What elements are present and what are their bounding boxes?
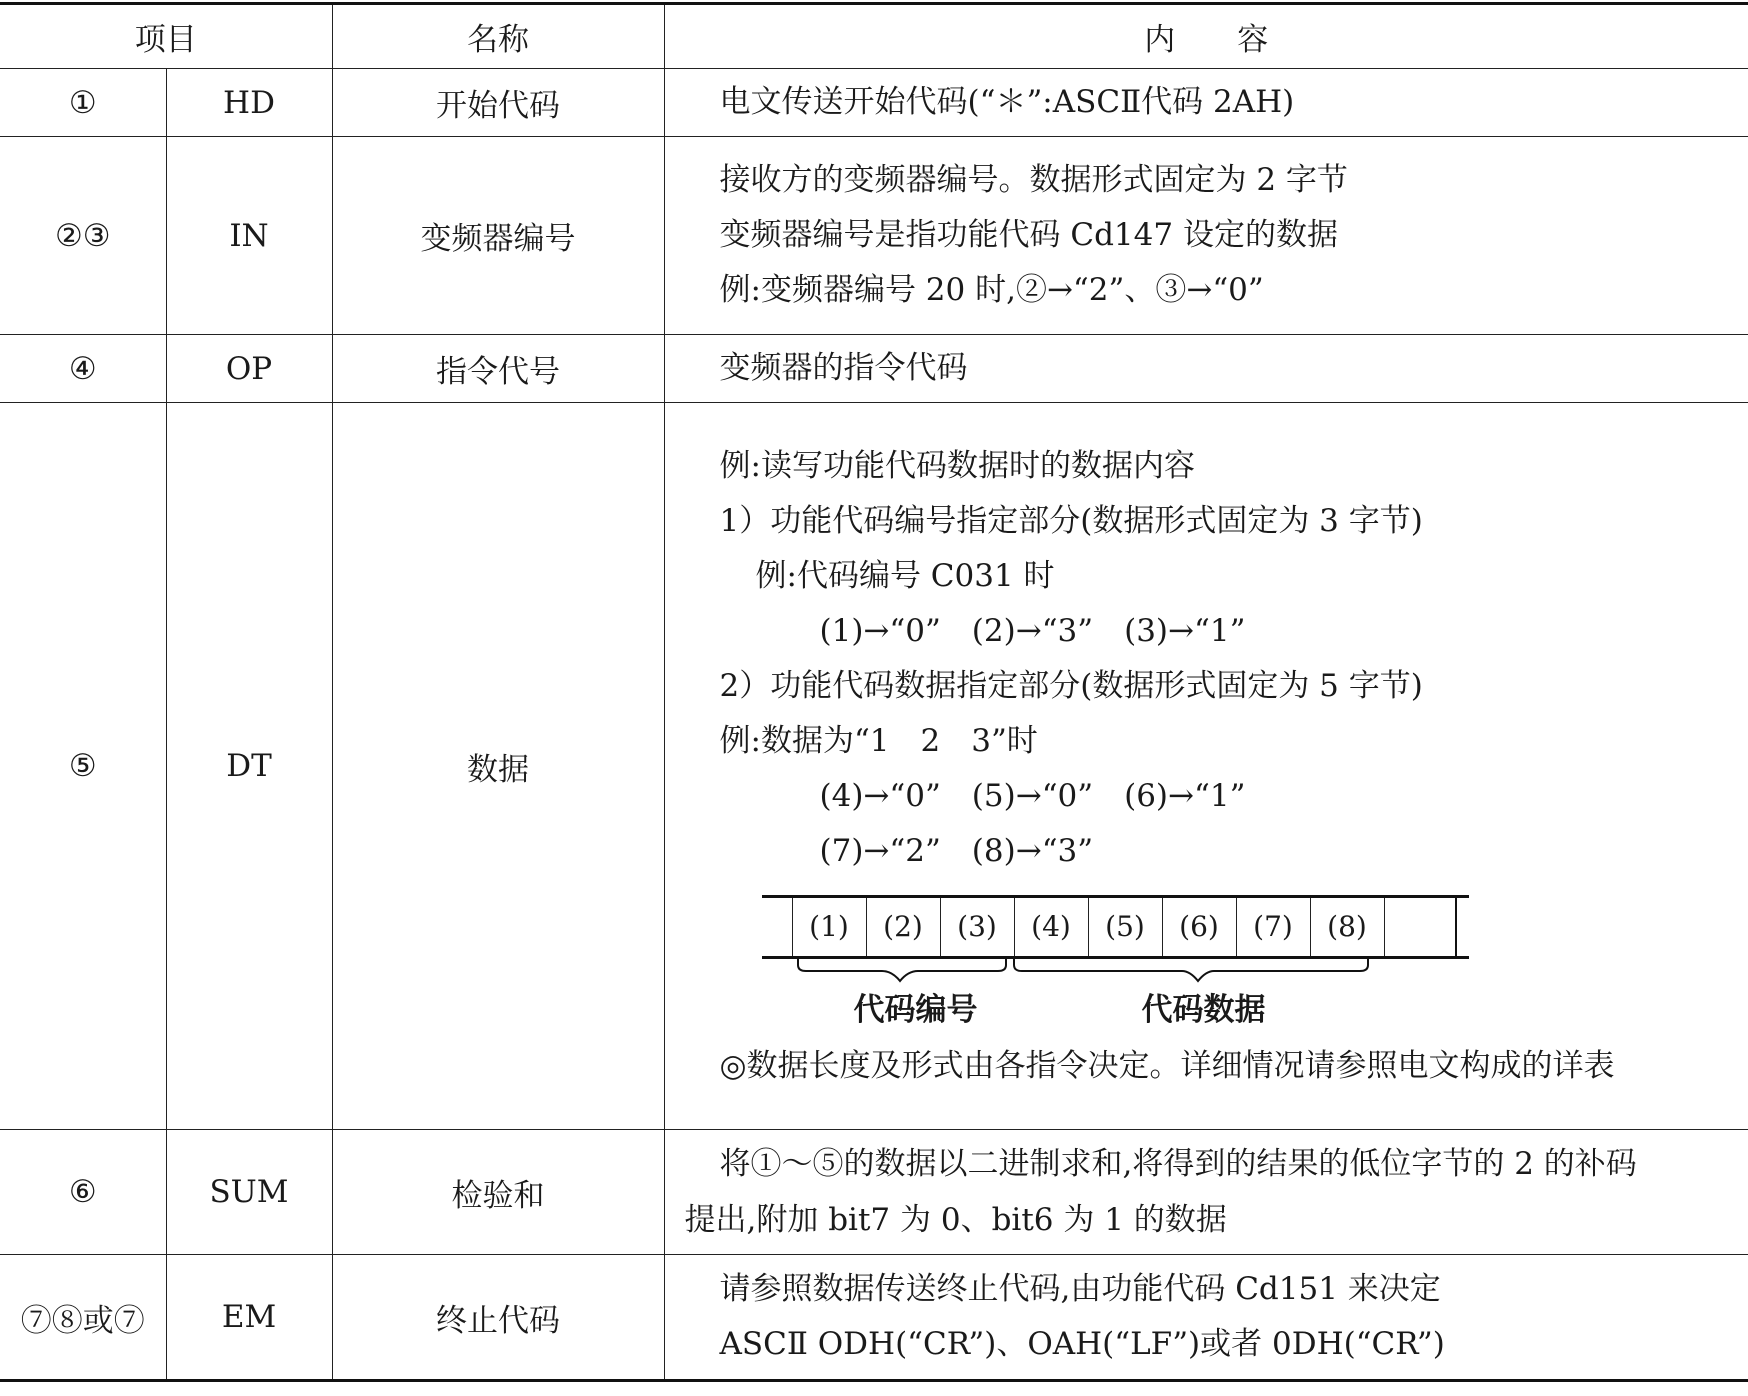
content-line: 电文传送开始代码(“＊”:ASCⅡ代码 2AH): [719, 84, 1295, 120]
content-line: 1）功能代码编号指定部分(数据形式固定为 3 字节): [719, 502, 1423, 539]
byte-frame: [762, 895, 1469, 959]
name-cell: 数据: [332, 403, 664, 1130]
brace-label-code-data: 代码数据: [1141, 991, 1266, 1028]
name-cell: 检验和: [332, 1130, 664, 1255]
frame-tail: [1456, 896, 1469, 957]
byte-cell: (1): [792, 896, 866, 957]
frame-lead: [762, 896, 793, 957]
content-line: ASCⅡ ODH(“CR”)、OAH(“LF”)或者 0DH(“CR”): [719, 1326, 1445, 1362]
code-cell: IN: [166, 137, 332, 335]
content-cell: [664, 1130, 1748, 1255]
content-line: 2）功能代码数据指定部分(数据形式固定为 5 字节): [719, 667, 1423, 704]
item-cell: ⑥: [0, 1130, 166, 1255]
header-name: 名称: [332, 4, 664, 69]
name-cell: 指令代号: [332, 335, 664, 403]
content-cell: [664, 403, 1748, 1130]
table-row: [0, 69, 1748, 137]
table-row: [0, 137, 1748, 335]
content-line: 例:变频器编号 20 时,②→“2”、③→“0”: [719, 272, 1264, 308]
content-cell: [664, 335, 1748, 403]
content-cell: [664, 69, 1748, 137]
content-line: (1)→“0” (2)→“3” (3)→“1”: [819, 612, 1246, 649]
content-line: 提出,附加 bit7 为 0、bit6 为 1 的数据: [684, 1202, 1227, 1238]
brace-label-code-number: 代码编号: [853, 991, 978, 1028]
content-line: 请参照数据传送终止代码,由功能代码 Cd151 来决定: [719, 1271, 1441, 1307]
content-line: 例:代码编号 C031 时: [755, 557, 1055, 594]
item-cell: ⑤: [0, 403, 166, 1130]
byte-cell: (7): [1236, 896, 1310, 957]
header-content: 内 容: [664, 4, 1748, 69]
content-line: 将①～⑤的数据以二进制求和,将得到的结果的低位字节的 2 的补码: [719, 1146, 1637, 1182]
byte-cell: (5): [1088, 896, 1162, 957]
header-row: [0, 4, 1748, 69]
content-line: 例:数据为“1 2 3”时: [719, 722, 1038, 759]
content-line: 变频器编号是指功能代码 Cd147 设定的数据: [719, 217, 1338, 253]
name-cell: 开始代码: [332, 69, 664, 137]
content-cell: [664, 137, 1748, 335]
code-cell: EM: [166, 1255, 332, 1381]
brace-lines: [762, 955, 1562, 985]
item-cell: ④: [0, 335, 166, 403]
code-cell: DT: [166, 403, 332, 1130]
name-cell: 变频器编号: [332, 137, 664, 335]
brace-code-number: [798, 957, 1006, 981]
byte-cell: (2): [866, 896, 940, 957]
spec-table: [0, 2, 1748, 1382]
name-cell: 终止代码: [332, 1255, 664, 1381]
table-row: [0, 335, 1748, 403]
table-row: [0, 1255, 1748, 1381]
code-cell: OP: [166, 335, 332, 403]
brace-code-data: [1014, 957, 1368, 981]
content-line: (4)→“0” (5)→“0” (6)→“1”: [819, 777, 1246, 814]
item-cell: ①: [0, 69, 166, 137]
code-cell: HD: [166, 69, 332, 137]
item-cell: ⑦⑧或⑦: [0, 1255, 166, 1381]
content-note: ◎数据长度及形式由各指令决定。详细情况请参照电文构成的详表: [719, 1047, 1615, 1084]
content-cell: [664, 1255, 1748, 1381]
byte-cell-empty: [1384, 896, 1456, 957]
content-line: 例:读写功能代码数据时的数据内容: [719, 447, 1195, 484]
content-line: 变频器的指令代码: [719, 350, 968, 386]
byte-cell: (6): [1162, 896, 1236, 957]
content-line: (7)→“2” (8)→“3”: [819, 832, 1094, 869]
content-line: 接收方的变频器编号。数据形式固定为 2 字节: [719, 162, 1348, 198]
code-cell: SUM: [166, 1130, 332, 1255]
table-row: [0, 1130, 1748, 1255]
item-cell: ②③: [0, 137, 166, 335]
byte-cell: (8): [1310, 896, 1384, 957]
byte-cell: (4): [1014, 896, 1088, 957]
byte-layout-diagram: [762, 895, 1562, 1035]
header-item: 项目: [0, 4, 332, 69]
byte-cell: (3): [940, 896, 1014, 957]
table-row: [0, 403, 1748, 1130]
